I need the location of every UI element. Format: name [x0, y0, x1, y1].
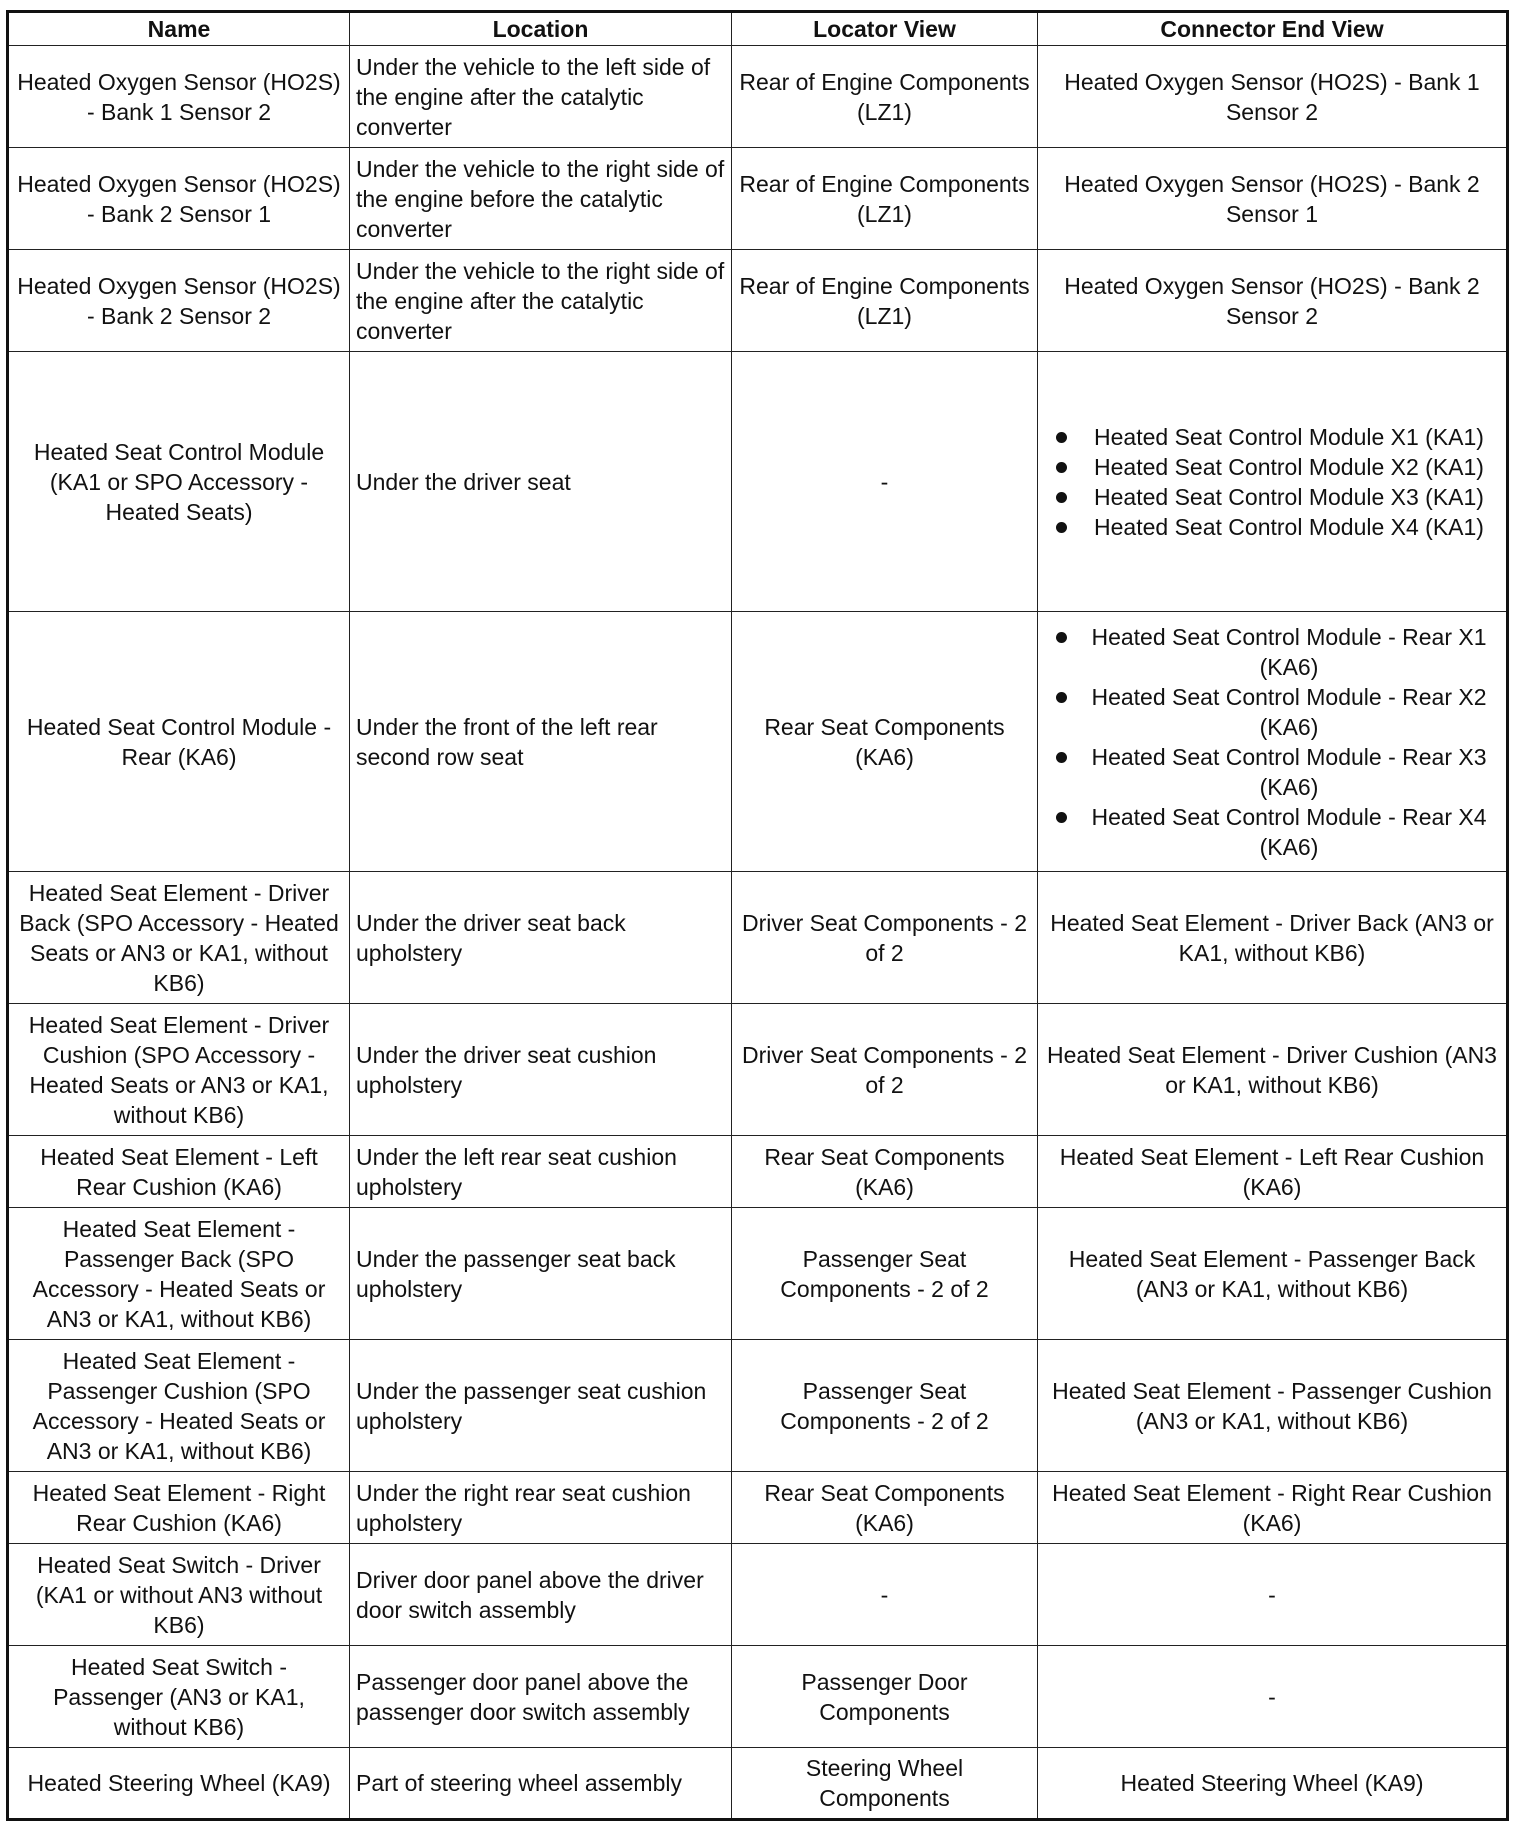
cell-location: Under the right rear seat cushion upholstery [350, 1472, 732, 1544]
table-row [8, 1136, 1508, 1208]
connector-list [1044, 622, 1500, 862]
connector-list-item-link[interactable]: Heated Seat Control Module - Rear X3 (KA6) [1044, 742, 1500, 802]
cell-locator-view: - [732, 1544, 1038, 1646]
cell-location: Under the passenger seat back upholstery [350, 1208, 732, 1340]
cell-location: Under the vehicle to the right side of the engine before the catalytic converter [350, 148, 732, 250]
cell-locator-view-link[interactable]: Steering Wheel Components [732, 1748, 1038, 1820]
cell-location: Under the front of the left rear second row seat [350, 612, 732, 872]
cell-name: Heated Seat Element - Passenger Cushion (SPO Accessory - Heated Seats or AN3 or KA1, without KB6) [8, 1340, 350, 1472]
cell-locator-view-link[interactable]: Passenger Seat Components - 2 of 2 [732, 1340, 1038, 1472]
cell-name: Heated Oxygen Sensor (HO2S) - Bank 1 Sensor 2 [8, 46, 350, 148]
table-row [8, 1646, 1508, 1748]
cell-connector-end-view-link[interactable]: Heated Oxygen Sensor (HO2S) - Bank 1 Sensor 2 [1038, 46, 1508, 148]
table-row [8, 1340, 1508, 1472]
cell-location: Under the vehicle to the left side of the engine after the catalytic converter [350, 46, 732, 148]
cell-connector-end-view-link[interactable]: Heated Seat Element - Passenger Cushion (AN3 or KA1, without KB6) [1038, 1340, 1508, 1472]
table-row [8, 352, 1508, 612]
cell-connector-end-view-list [1038, 612, 1508, 872]
cell-locator-view-link[interactable]: Rear Seat Components (KA6) [732, 612, 1038, 872]
cell-locator-view-link[interactable]: Rear Seat Components (KA6) [732, 1136, 1038, 1208]
reference-sheet [6, 10, 1506, 1821]
cell-name: Heated Steering Wheel (KA9) [8, 1748, 350, 1820]
cell-locator-view-link[interactable]: Passenger Seat Components - 2 of 2 [732, 1208, 1038, 1340]
cell-connector-end-view-link[interactable]: Heated Seat Element - Passenger Back (AN3 or KA1, without KB6) [1038, 1208, 1508, 1340]
connector-list-item-link[interactable]: Heated Seat Control Module X2 (KA1) [1044, 452, 1500, 482]
connector-list-item-link[interactable]: Heated Seat Control Module X4 (KA1) [1044, 512, 1500, 542]
table-row [8, 872, 1508, 1004]
column-header-locator-view: Locator View [732, 12, 1038, 46]
connector-list-item-link[interactable]: Heated Seat Control Module - Rear X4 (KA6) [1044, 802, 1500, 862]
cell-locator-view-link[interactable]: Passenger Door Components [732, 1646, 1038, 1748]
cell-location: Under the vehicle to the right side of the engine after the catalytic converter [350, 250, 732, 352]
cell-locator-view-link[interactable]: Rear of Engine Components (LZ1) [732, 148, 1038, 250]
cell-name: Heated Seat Element - Driver Cushion (SPO Accessory - Heated Seats or AN3 or KA1, without KB6) [8, 1004, 350, 1136]
cell-locator-view-link[interactable]: Rear Seat Components (KA6) [732, 1472, 1038, 1544]
cell-location: Under the passenger seat cushion upholstery [350, 1340, 732, 1472]
cell-connector-end-view-link[interactable]: Heated Oxygen Sensor (HO2S) - Bank 2 Sensor 2 [1038, 250, 1508, 352]
cell-location: Under the driver seat [350, 352, 732, 612]
table-row [8, 148, 1508, 250]
table-row [8, 250, 1508, 352]
table-row [8, 612, 1508, 872]
cell-name: Heated Seat Element - Left Rear Cushion (KA6) [8, 1136, 350, 1208]
cell-location: Under the left rear seat cushion upholstery [350, 1136, 732, 1208]
cell-location: Part of steering wheel assembly [350, 1748, 732, 1820]
cell-locator-view-link[interactable]: Driver Seat Components - 2 of 2 [732, 872, 1038, 1004]
connector-list-item-link[interactable]: Heated Seat Control Module X1 (KA1) [1044, 422, 1500, 452]
cell-location: Under the driver seat back upholstery [350, 872, 732, 1004]
table-row [8, 1004, 1508, 1136]
cell-location: Under the driver seat cushion upholstery [350, 1004, 732, 1136]
cell-connector-end-view-link[interactable]: Heated Seat Element - Left Rear Cushion (KA6) [1038, 1136, 1508, 1208]
cell-name: Heated Seat Control Module - Rear (KA6) [8, 612, 350, 872]
column-header-location: Location [350, 12, 732, 46]
cell-connector-end-view-list [1038, 352, 1508, 612]
column-header-connector-end-view: Connector End View [1038, 12, 1508, 46]
table-row [8, 1472, 1508, 1544]
cell-name: Heated Oxygen Sensor (HO2S) - Bank 2 Sensor 1 [8, 148, 350, 250]
cell-locator-view-link[interactable]: Driver Seat Components - 2 of 2 [732, 1004, 1038, 1136]
cell-name: Heated Seat Switch - Driver (KA1 or without AN3 without KB6) [8, 1544, 350, 1646]
header-row [8, 12, 1508, 46]
cell-location: Passenger door panel above the passenger door switch assembly [350, 1646, 732, 1748]
column-header-name: Name [8, 12, 350, 46]
cell-name: Heated Seat Control Module (KA1 or SPO Accessory - Heated Seats) [8, 352, 350, 612]
cell-name: Heated Seat Element - Driver Back (SPO Accessory - Heated Seats or AN3 or KA1, without KB6) [8, 872, 350, 1004]
cell-connector-end-view-link[interactable]: Heated Seat Element - Driver Back (AN3 or KA1, without KB6) [1038, 872, 1508, 1004]
table-row [8, 1748, 1508, 1820]
table-row [8, 1544, 1508, 1646]
cell-locator-view: - [732, 352, 1038, 612]
cell-name: Heated Seat Switch - Passenger (AN3 or KA1, without KB6) [8, 1646, 350, 1748]
cell-connector-end-view: - [1038, 1544, 1508, 1646]
connector-list-item-link[interactable]: Heated Seat Control Module - Rear X1 (KA6) [1044, 622, 1500, 682]
cell-name: Heated Seat Element - Passenger Back (SPO Accessory - Heated Seats or AN3 or KA1, without KB6) [8, 1208, 350, 1340]
cell-locator-view-link[interactable]: Rear of Engine Components (LZ1) [732, 250, 1038, 352]
cell-connector-end-view: - [1038, 1646, 1508, 1748]
cell-name: Heated Seat Element - Right Rear Cushion (KA6) [8, 1472, 350, 1544]
table-row [8, 46, 1508, 148]
connector-list-item-link[interactable]: Heated Seat Control Module X3 (KA1) [1044, 482, 1500, 512]
cell-location: Driver door panel above the driver door switch assembly [350, 1544, 732, 1646]
cell-name: Heated Oxygen Sensor (HO2S) - Bank 2 Sensor 2 [8, 250, 350, 352]
cell-connector-end-view-link[interactable]: Heated Seat Element - Driver Cushion (AN3 or KA1, without KB6) [1038, 1004, 1508, 1136]
component-locator-table [6, 10, 1509, 1821]
connector-list [1044, 422, 1500, 542]
table-row [8, 1208, 1508, 1340]
cell-locator-view-link[interactable]: Rear of Engine Components (LZ1) [732, 46, 1038, 148]
cell-connector-end-view-link[interactable]: Heated Steering Wheel (KA9) [1038, 1748, 1508, 1820]
connector-list-item-link[interactable]: Heated Seat Control Module - Rear X2 (KA6) [1044, 682, 1500, 742]
cell-connector-end-view-link[interactable]: Heated Oxygen Sensor (HO2S) - Bank 2 Sensor 1 [1038, 148, 1508, 250]
cell-connector-end-view-link[interactable]: Heated Seat Element - Right Rear Cushion (KA6) [1038, 1472, 1508, 1544]
